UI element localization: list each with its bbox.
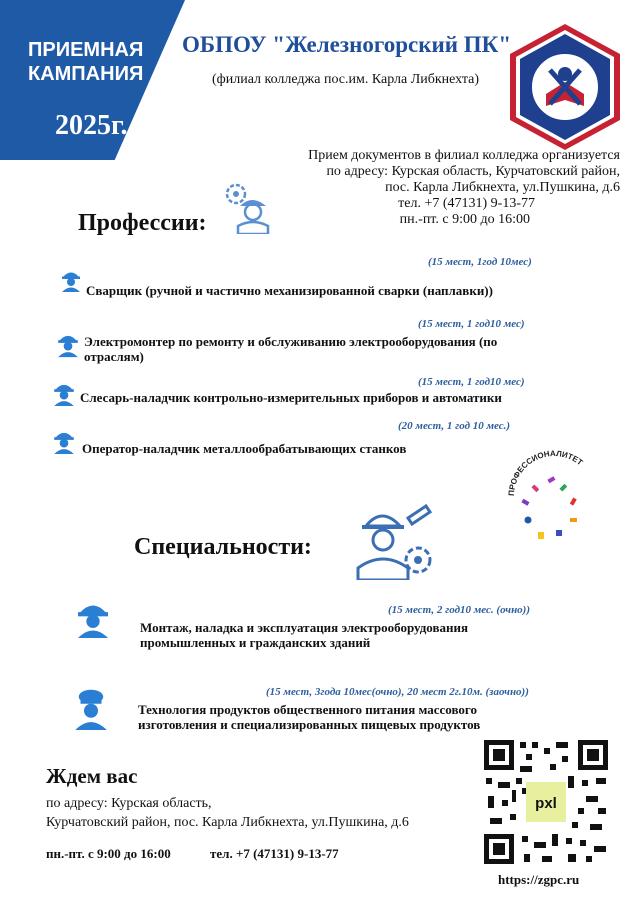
profession-2-note: (15 мест, 1 год10 мес): [418, 318, 525, 330]
worker-icon: [52, 428, 76, 454]
engineer-gear-icon: [352, 500, 438, 580]
college-name: ОБПОУ "Железногорский ПК": [182, 32, 512, 57]
greeting: Ждем вас: [46, 764, 138, 788]
qr-badge-label: pxl: [535, 795, 557, 812]
profession-4-label: Оператор-наладчик металлообрабатывающих станков: [82, 441, 407, 456]
contact-block: [260, 148, 620, 228]
specialties-heading: Специальности:: [134, 534, 312, 560]
worker-icon: [60, 268, 82, 292]
worker-icon: [56, 330, 80, 358]
specialty-1-label: Монтаж, наладка и эксплуатация электрооборудования промышленных и гражданских зданий: [140, 620, 469, 650]
college-emblem: [506, 22, 624, 152]
profession-2-label: Электромонтер по ремонту и обслуживанию электрооборудования (по отраслям): [84, 334, 498, 364]
professions-heading: Профессии:: [78, 210, 207, 236]
banner-title: [28, 38, 168, 86]
contact-line-2: по адресу: Курская область, Курчатовский район,: [326, 164, 620, 179]
banner-line-1: ПРИЕМНАЯ: [28, 39, 144, 61]
professionalitet-logo: [498, 440, 610, 552]
profession-4-note: (20 мест, 1 год 10 мес.): [398, 420, 511, 432]
engineer-gear-icon: [222, 180, 274, 234]
worker-icon: [72, 598, 114, 638]
specialty-2-note: (15 мест, 3года 10мес(очно), 20 мест 2г.10м. (заочно)): [266, 686, 529, 698]
banner-year: 2025г.: [55, 110, 128, 141]
footer-hours: пн.-пт. с 9:00 до 16:00: [46, 846, 171, 861]
professionalitet-emblem-icon: [498, 440, 610, 552]
contact-phone: тел. +7 (47131) 9-13-77: [398, 196, 535, 211]
contact-line-1: Прием документов в филиал колледжа организуется: [308, 148, 620, 163]
professionalitet-label: ПРОФЕССИОНАЛИТЕТ: [506, 448, 585, 497]
qr-code[interactable]: [482, 738, 610, 866]
specialty-2-label: Технология продуктов общественного питания массового изготовления и специализированных пищевых продуктов: [138, 702, 481, 732]
specialty-1-note: (15 мест, 2 год10 мес. (очно)): [388, 604, 531, 616]
profession-3-label: Слесарь-наладчик контрольно-измерительных приборов и автоматики: [80, 390, 502, 405]
branch-name: (филиал колледжа пос.им. Карла Либкнехта): [212, 72, 479, 87]
footer-phone: тел. +7 (47131) 9-13-77: [210, 846, 339, 861]
emblem-icon: [506, 22, 624, 152]
contact-hours: пн.-пт. с 9:00 до 16:00: [399, 212, 530, 227]
contact-line-3: пос. Карла Либкнехта, ул.Пушкина, д.6: [385, 180, 620, 195]
profession-1-label: Сварщик (ручной и частично механизированной сварки (наплавки)): [86, 283, 493, 298]
profession-3-note: (15 мест, 1 год10 мес): [418, 376, 525, 388]
profession-1-note: (15 мест, 1год 10мес): [428, 256, 532, 268]
website-link[interactable]: https://zgpc.ru: [498, 872, 580, 887]
worker-icon: [52, 380, 76, 406]
banner-line-2: КАМПАНИЯ: [28, 63, 144, 85]
footer-address-2: Курчатовский район, пос. Карла Либкнехта, ул.Пушкина, д.6: [46, 815, 409, 830]
cook-icon: [70, 688, 112, 730]
footer-address-1: по адресу: Курская область,: [46, 796, 212, 811]
qr-code-icon: [482, 738, 610, 866]
svg-text:ПРОФЕССИОНАЛИТЕТ: [507, 449, 585, 496]
